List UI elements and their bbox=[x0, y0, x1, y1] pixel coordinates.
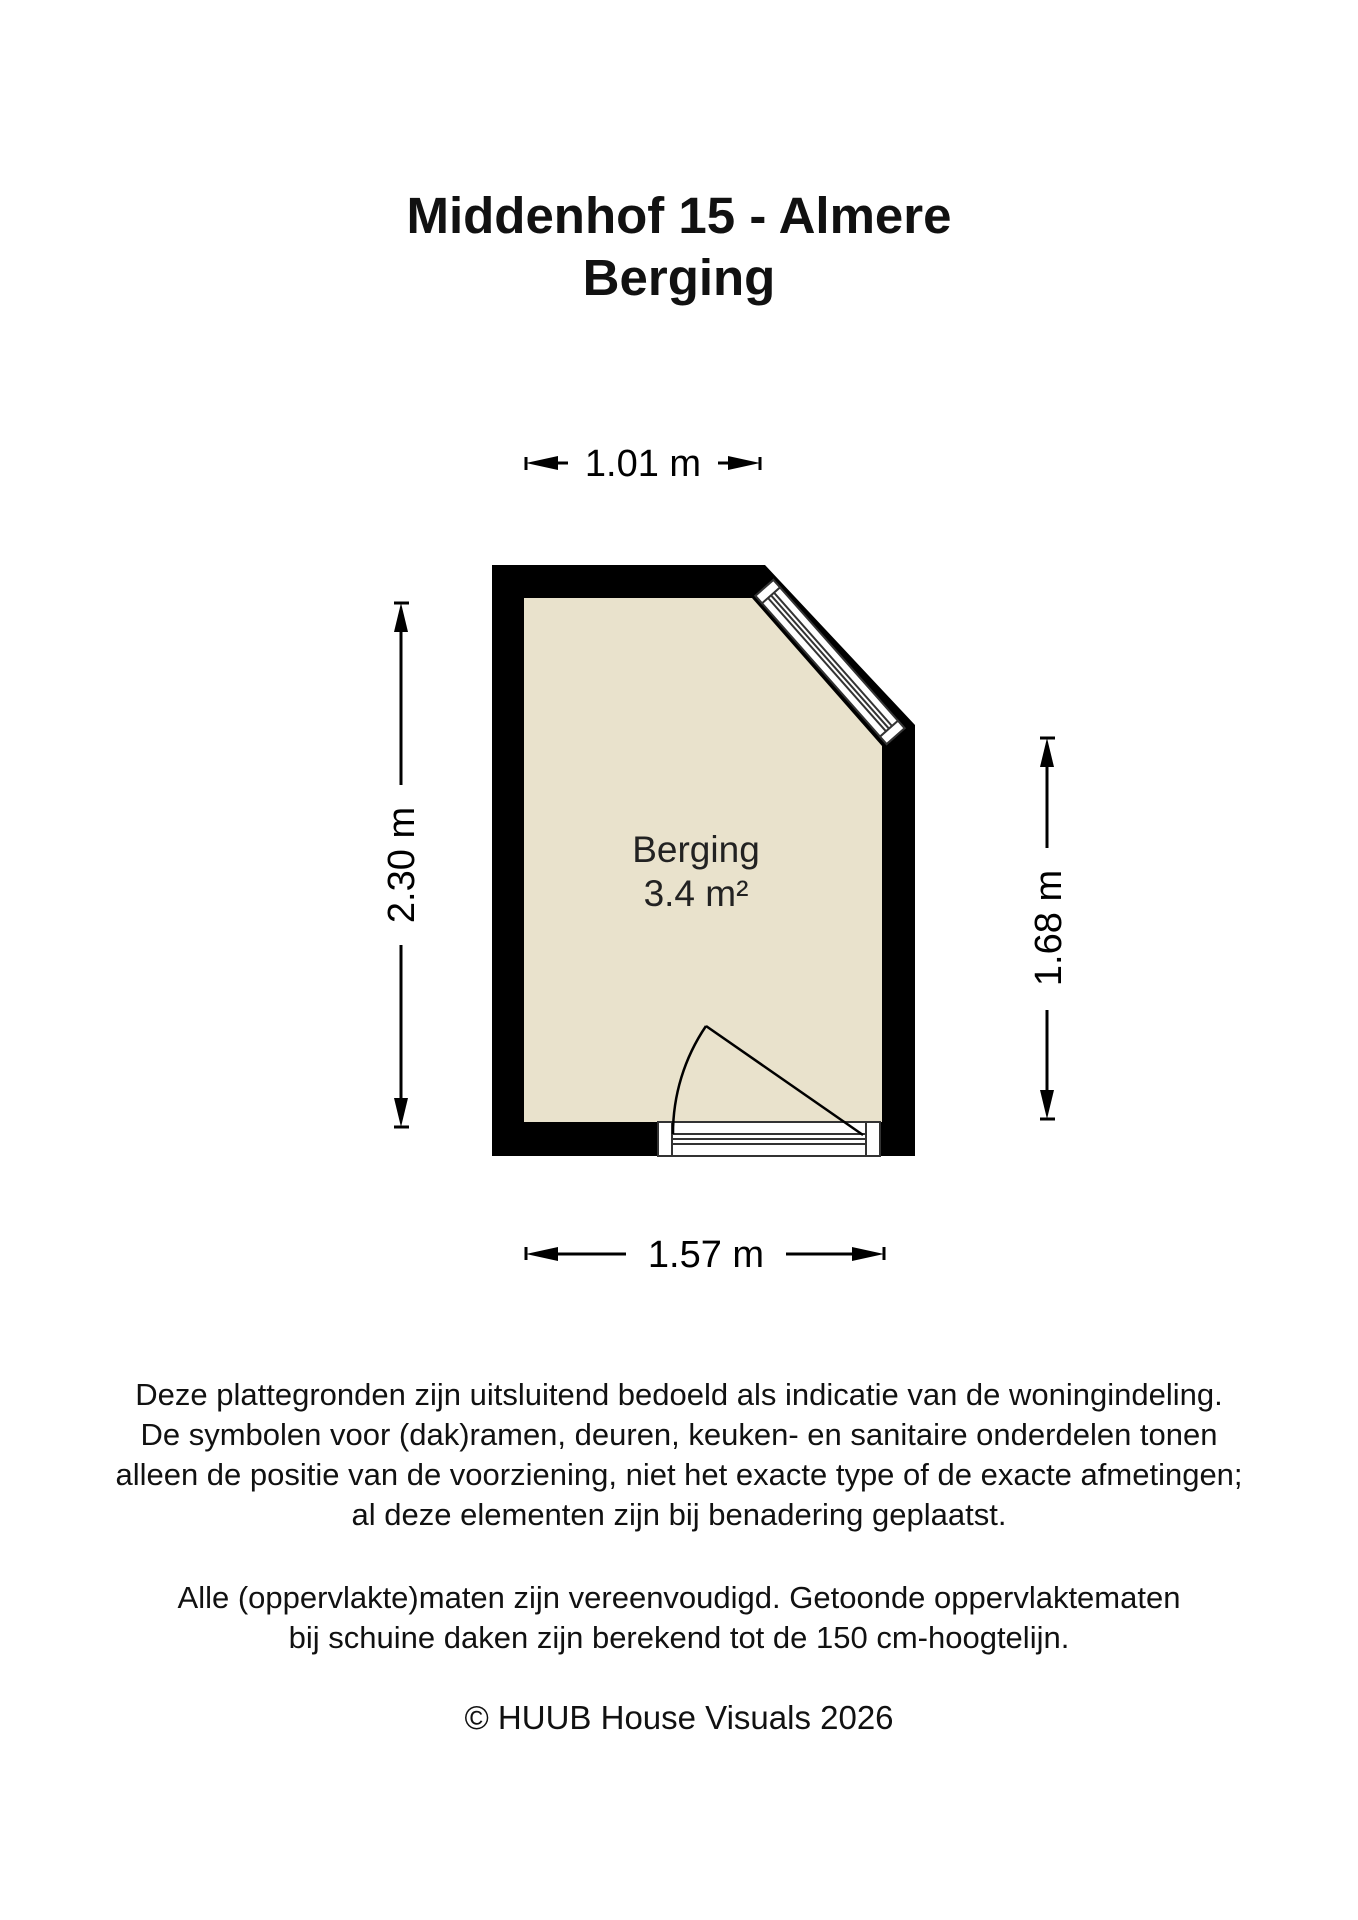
dim-top-label: 1.01 m bbox=[584, 443, 702, 485]
plan-title: Middenhof 15 - Almere bbox=[406, 187, 952, 244]
arrow-right-icon bbox=[852, 1247, 884, 1261]
arrow-right-icon bbox=[728, 456, 760, 470]
arrow-down-icon bbox=[1040, 1090, 1054, 1119]
dim-left-label: 2.30 m bbox=[381, 806, 423, 924]
arrow-left-icon bbox=[526, 456, 558, 470]
disclaimer-paragraph-1 bbox=[0, 1375, 1358, 1535]
disclaimer-line: al deze elementen zijn bij benadering geplaatst. bbox=[351, 1497, 1007, 1532]
dimension-left bbox=[381, 603, 423, 1127]
disclaimer-line: alleen de positie van de voorziening, niet het exacte type of de exacte afmetingen; bbox=[115, 1457, 1243, 1492]
dimension-bottom bbox=[526, 1234, 884, 1276]
arrow-left-icon bbox=[526, 1247, 558, 1261]
dimension-top bbox=[526, 443, 760, 485]
arrow-up-icon bbox=[394, 603, 408, 632]
dim-right-label: 1.68 m bbox=[1028, 869, 1070, 987]
disclaimer-line: De symbolen voor (dak)ramen, deuren, keuken- en sanitaire onderdelen tonen bbox=[140, 1417, 1218, 1452]
floor-title: Berging bbox=[582, 249, 776, 306]
disclaimer-paragraph-2 bbox=[0, 1578, 1358, 1658]
dimension-right bbox=[1028, 738, 1070, 1119]
door-jamb bbox=[658, 1122, 672, 1156]
door-jamb bbox=[866, 1122, 880, 1156]
disclaimer-line: bij schuine daken zijn berekend tot de 150 cm-hoogtelijn. bbox=[288, 1620, 1070, 1655]
room-name: Berging bbox=[632, 829, 760, 870]
disclaimer-line: Alle (oppervlakte)maten zijn vereenvoudigd. Getoonde oppervlaktematen bbox=[177, 1580, 1181, 1615]
arrow-down-icon bbox=[394, 1098, 408, 1127]
room-area: 3.4 m² bbox=[643, 873, 749, 914]
dim-bottom-label: 1.57 m bbox=[647, 1234, 765, 1276]
arrow-up-icon bbox=[1040, 738, 1054, 767]
disclaimer-line: Deze plattegronden zijn uitsluitend bedoeld als indicatie van de woningindeling. bbox=[135, 1377, 1223, 1412]
copyright-notice: © HUUB House Visuals 2026 bbox=[464, 1699, 894, 1736]
